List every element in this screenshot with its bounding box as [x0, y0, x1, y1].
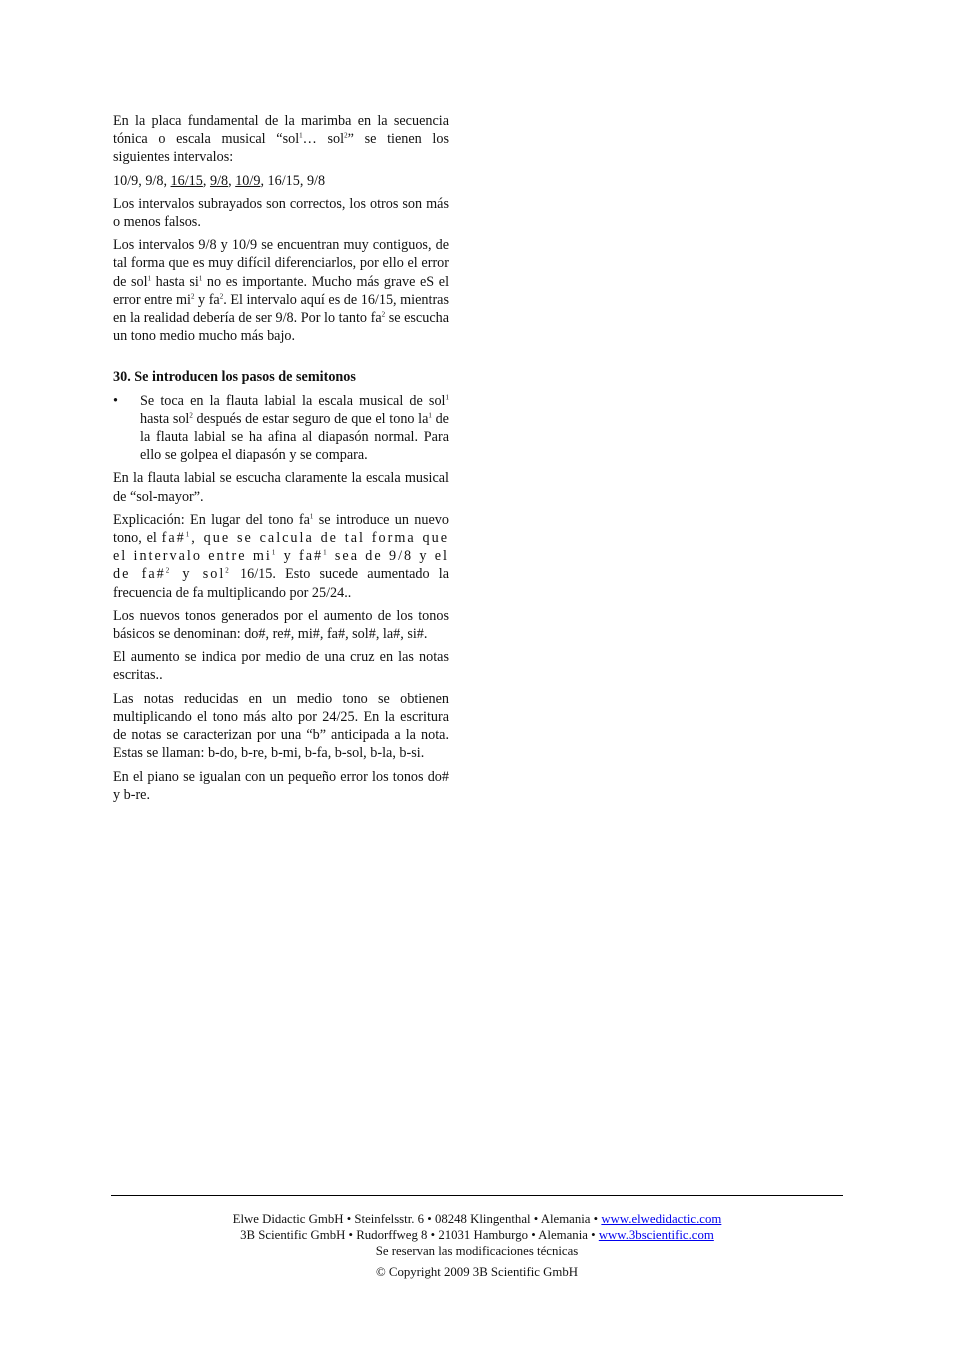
paragraph-underlined-note: Los intervalos subrayados son correctos, los otros son más o menos falsos.: [113, 195, 449, 231]
footer-address: Elwe Didactic GmbH • Steinfelsstr. 6 • 08248 Klingenthal • Alemania •: [232, 1212, 602, 1226]
superscript: 2: [189, 411, 193, 420]
text: Los intervalos 9/8 y 10/9 se encuentran muy contiguos, de tal forma que es muy difícil diferenciarlos, por ello el error de sol: [113, 237, 449, 290]
text: , que se calcula de tal forma que el intervalo entre mi: [113, 530, 449, 565]
text: ,: [228, 172, 236, 189]
text: 16/15. Esto sucede aumentado la frecuencia de fa multiplicando por 25/24..: [113, 566, 450, 601]
text: … sol: [302, 131, 345, 148]
footer-line-elwe: [111, 1211, 843, 1227]
text: En la placa fundamental de la marimba en la secuencia tónica o escala musical “sol: [113, 113, 449, 148]
footer: [111, 1211, 843, 1280]
paragraph-interval-errors: [113, 236, 449, 345]
underlined-interval: 10/9: [235, 172, 261, 189]
text: hasta si: [151, 273, 199, 290]
footer-divider: [111, 1195, 843, 1196]
superscript: 1: [198, 273, 203, 282]
text: no es importante. Mucho más grave eS el error entre mi: [113, 273, 450, 308]
text: ” se tienen los siguientes intervalos:: [113, 131, 449, 166]
superscript: 2: [191, 292, 195, 301]
bullet-icon: •: [113, 392, 118, 409]
elwedidactic-link[interactable]: www.elwedidactic.com: [601, 1212, 722, 1226]
paragraph-cross-sign: El aumento se indica por medio de una cruz en las notas escritas..: [113, 649, 449, 684]
text: . El intervalo aquí es de 16/15, mientras en la realidad debería de ser 9/8. Por lo tanto fa: [113, 291, 449, 327]
text: sea de 9/8 y el de fa#: [113, 548, 449, 583]
superscript: 2: [225, 566, 231, 575]
3bscientific-link[interactable]: www.3bscientific.com: [598, 1228, 714, 1242]
text-column: [113, 112, 449, 809]
text: Explicación: En lugar del tono fa: [113, 511, 310, 528]
paragraph-new-tones: Los nuevos tonos generados por el aumento de los tonos básicos se denominan: do#, re#, mi#, fa#, sol#, la#, si#.: [113, 607, 449, 643]
footer-disclaimer: Se reservan las modificaciones técnicas: [375, 1244, 579, 1258]
superscript: 1: [185, 530, 192, 539]
text: después de estar seguro de que el tono la: [192, 410, 429, 427]
footer-copyright: © Copyright 2009 3B Scientific GmbH: [375, 1265, 579, 1279]
superscript: 1: [428, 411, 432, 420]
superscript: 2: [165, 566, 172, 575]
text: se introduce un nuevo tono, el: [113, 511, 449, 547]
paragraph-intro: [113, 112, 449, 167]
superscript: 1: [299, 131, 303, 140]
text: fa#: [161, 530, 186, 547]
underlined-interval: 16/15: [170, 172, 203, 189]
paragraph-intervals: [113, 172, 449, 190]
superscript: 1: [323, 548, 329, 557]
text: y fa#: [277, 548, 324, 565]
paragraph-flat-notes: Las notas reducidas en un medio tono se obtienen multiplicando el tono más alto por 24/25. En la escritura de notas se caracterizan por una “b” anticipada a la nota. Estas se llaman: b-do, b-re, b-mi, b-fa, b-sol, b-la, b-si.: [113, 690, 449, 762]
superscript: 2: [219, 292, 224, 301]
text: Se toca en la flauta labial la escala musical de sol: [140, 392, 446, 409]
text: hasta sol: [140, 410, 190, 427]
section-heading: 30. Se introducen los pasos de semitonos: [113, 369, 356, 386]
superscript: 2: [381, 310, 386, 319]
underlined-interval: 9/8: [209, 172, 229, 189]
text: 10/9, 9/8,: [113, 172, 171, 189]
paragraph-piano: En el piano se igualan con un pequeño error los tonos do# y b-re.: [113, 768, 449, 803]
superscript: 1: [147, 273, 152, 282]
footer-address: 3B Scientific GmbH • Rudorffweg 8 • 21031 Hamburgo • Alemania •: [240, 1228, 599, 1242]
text: ,: [202, 172, 210, 189]
text: y sol: [171, 566, 226, 583]
superscript: 2: [344, 131, 348, 140]
text: se escucha un tono medio mucho más bajo.: [113, 310, 450, 345]
superscript: 1: [309, 512, 314, 521]
bullet-item: [113, 392, 449, 465]
text: de la flauta labial se ha afina al diapasón normal. Para ello se golpea el diapasón y se compara.: [140, 410, 449, 464]
footer-line-3b: [111, 1227, 843, 1243]
paragraph-explanation: [113, 511, 449, 602]
text: , 16/15, 9/8: [260, 172, 326, 189]
paragraph-sol-mayor: En la flauta labial se escucha claramente la escala musical de “sol-mayor”.: [113, 470, 449, 505]
text: y fa: [194, 291, 220, 308]
superscript: 1: [271, 548, 278, 557]
superscript: 1: [445, 392, 449, 401]
